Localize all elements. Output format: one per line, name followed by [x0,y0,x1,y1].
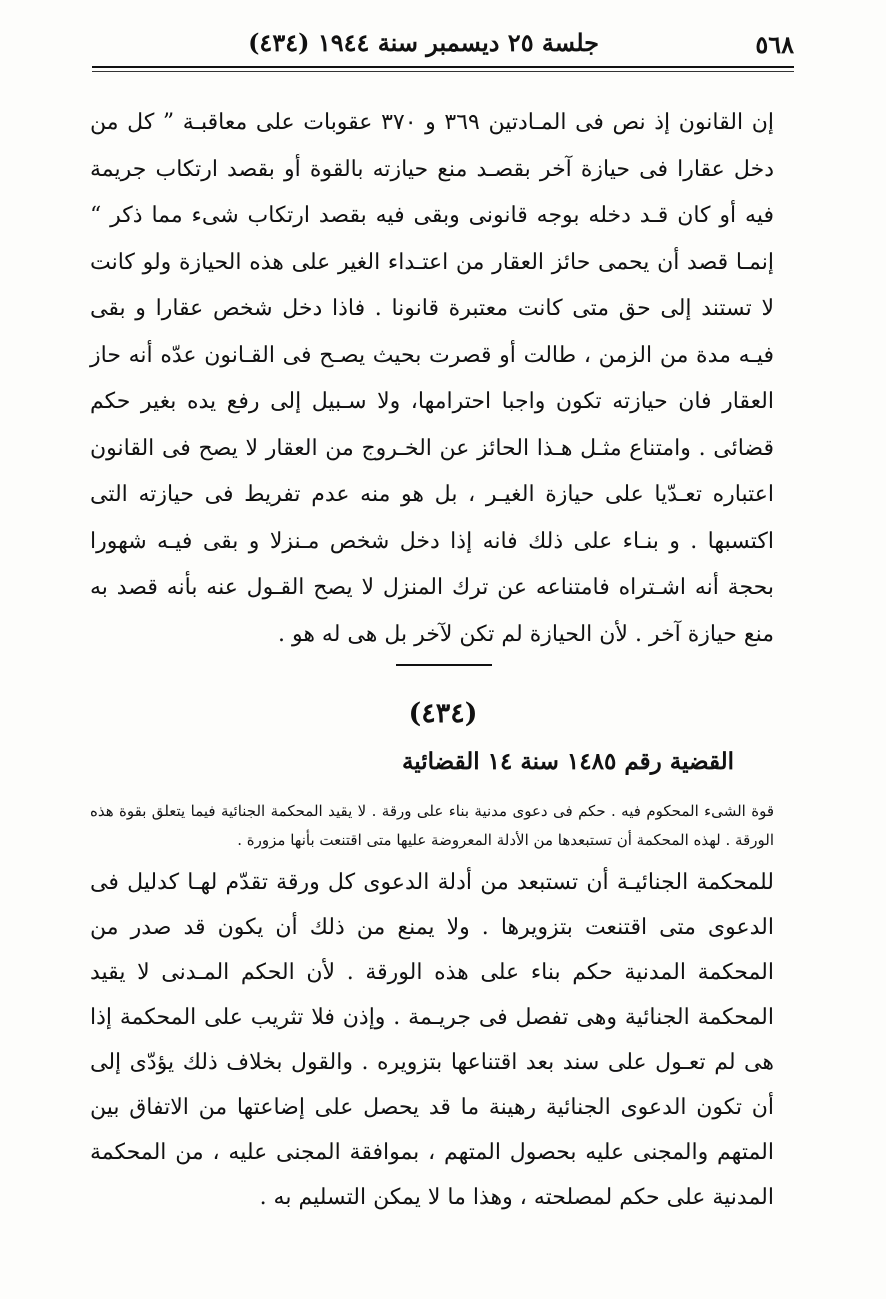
session-title: جلسة ٢٥ ديسمبر سنة ١٩٤٤ (٤٣٤) [248,28,599,57]
header-rule [92,66,794,68]
paragraph-1: إن القانون إذ نص فى المـادتين ٣٦٩ و ٣٧٠ عقوبات على معاقبـة ” كل من دخل عقارا فى حيازة آخر بقصـد منع حيازته بالقوة أو بقصد ارتكاب جريمة فيه أو كان قـد دخله بوجه قانونى وبقى فيه بقصد ارتكاب شىء مما ذكر “ إنمـا قصد أن يحمى حائز العقار من اعتـداء الغير على هذه الحيازة ولو كانت لا تستند إلى حق متى كانت معتبرة قانونا . فاذا دخل شخص عقارا و بقى فيـه مدة من الزمن ، طالت أو قصرت بحيث يصـح فى القـانون عدّه أنه حاز العقار فان حيازته تكون واجبا احترامها، ولا سـبيل إلى رفع يده بغير حكم قضائى . وامتناع مثـل هـذا الحائز عن الخـروج من العقار لا يصح فى القانون اعتباره تعـدّيا على حيازة الغيـر ، بل هو منه عدم تفريط فى حيازته التى اكتسبها . و بنـاء على ذلك فانه إذا دخل شخص مـنزلا و بقى فيـه شهورا بحجة أنه اشـتراه فامتناعه عن ترك المنزل لا يصح القـول عنه بأنه قصد به منع حيازة آخر . لأن الحيازة لم تكن لآخر بل هى له هو . [90,110,774,647]
case-summary: قوة الشىء المحكوم فيه . حكم فى دعوى مدنية بناء على ورقة . لا يقيد المحكمة الجنائية فيما يتعلق بقوة هذه الورقة . لهذه المحكمة أن تستبعدها من الأدلة المعروضة عليها متى اقتنعت بأنها مزورة . [90,802,774,849]
header-rule-thin [92,71,794,72]
case-number: (٤٣٤) [408,698,478,729]
section-separator [396,664,492,666]
page-header [92,26,794,66]
page-number: ٥٦٨ [755,30,794,59]
paragraph-2: للمحكمة الجنائيـة أن تستبعد من أدلة الدعوى كل ورقة تقدّم لهـا كدليل فى الدعوى متى اقتنعت بتزويرها . ولا يمنع من ذلك أن يكون قد صدر من المحكمة المدنية حكم بناء على هذه الورقة . لأن الحكم المـدنى لا يقيد المحكمة الجنائية وهى تفصل فى جريـمة . وإذن فلا تثريب على المحكمة إذا هى لم تعـول على سند بعد اقتناعها بتزويره . والقول بخلاف ذلك يؤدّى إلى أن تكون الدعوى الجنائية رهينة ما قد يحصل على إضاعتها من الاتفاق بين المتهم والمجنى عليه بحصول المتهم ، بموافقة المجنى عليه ، من المحكمة المدنية على حكم لمصلحته ، وهذا ما لا يمكن التسليم به . [90,870,774,1210]
case-reference: القضية رقم ١٤٨٥ سنة ١٤ القضائية [401,748,734,775]
